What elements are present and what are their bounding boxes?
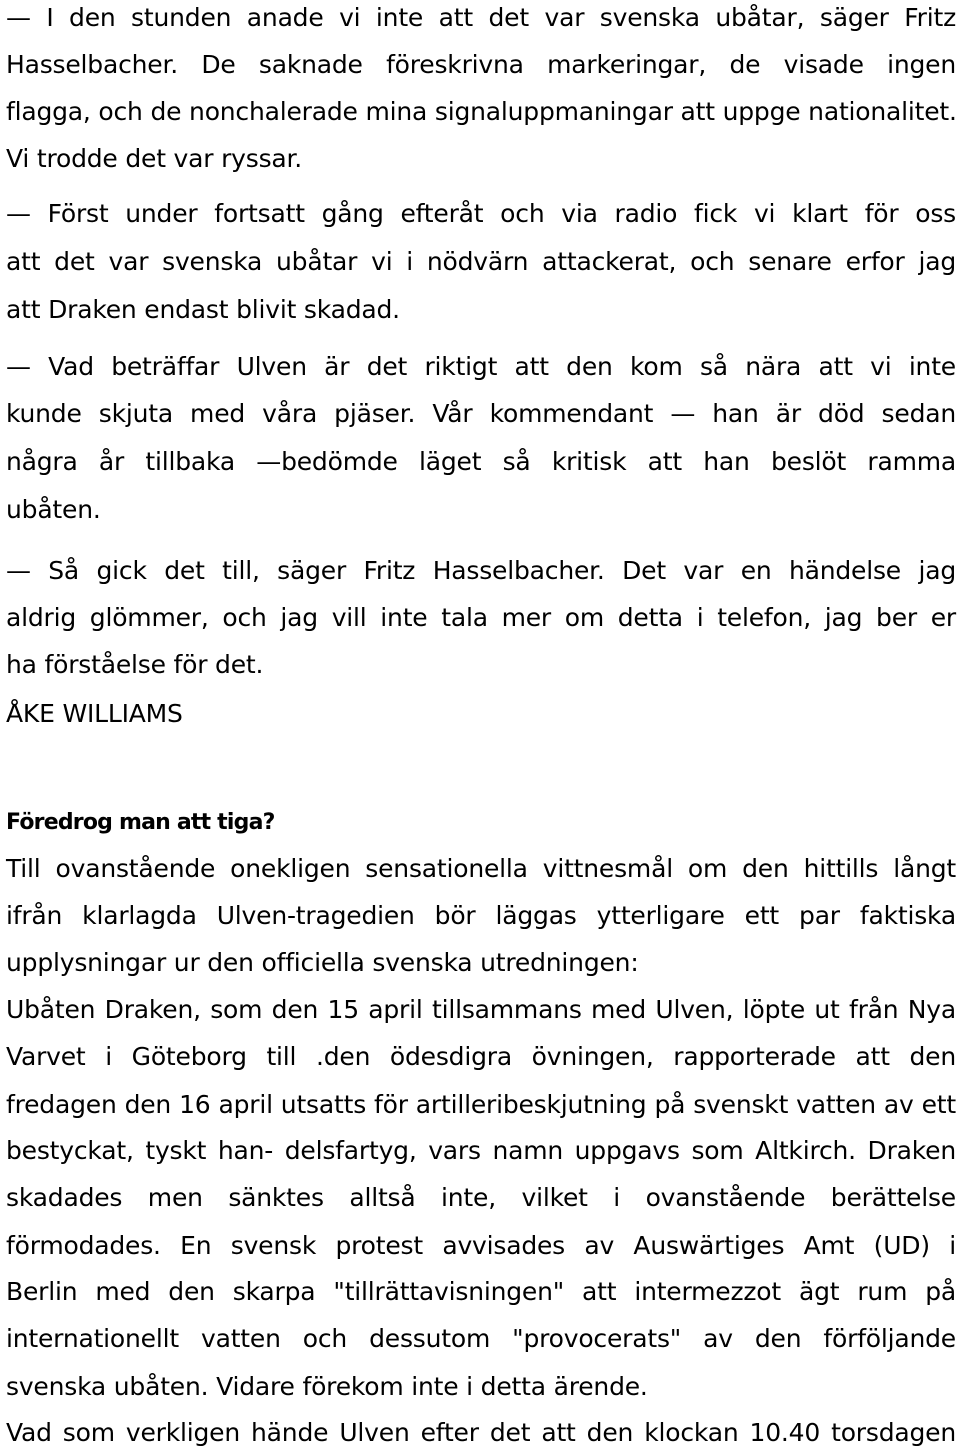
text-line: ifrån klarlagda Ulven-tragedien bör läggas ytterligare ett par faktiska: [6, 901, 956, 930]
text-line: svenska ubåten. Vidare förekom inte i detta ärende.: [6, 1372, 648, 1401]
text-line: ubåten.: [6, 495, 101, 524]
text-line: Till ovanstående onekligen sensationella vittnesmål om den hittills långt: [6, 854, 956, 883]
text-line: Hasselbacher. De saknade föreskrivna markeringar, de visade ingen: [6, 50, 956, 79]
text-line: internationellt vatten och dessutom "provocerats" av den förföljande: [6, 1324, 956, 1353]
section-heading: Föredrog man att tiga?: [6, 810, 275, 835]
text-line: Vi trodde det var ryssar.: [6, 144, 303, 173]
text-line: Ubåten Draken, som den 15 april tillsammans med Ulven, löpte ut från Nya: [6, 995, 956, 1024]
text-line: förmodades. En svensk protest avvisades av Auswärtiges Amt (UD) i: [6, 1231, 956, 1260]
text-line: — Vad beträffar Ulven är det riktigt att den kom så nära att vi inte: [6, 352, 956, 381]
text-line: att det var svenska ubåtar vi i nödvärn attackerat, och senare erfor jag: [6, 247, 956, 276]
text-line: fredagen den 16 april utsatts för artilleribeskjutning på svenskt vatten av ett: [6, 1090, 956, 1119]
text-line: Varvet i Göteborg till .den ödesdigra övningen, rapporterade att den: [6, 1042, 956, 1071]
text-line: — Först under fortsatt gång efteråt och via radio fick vi klart för oss: [6, 199, 956, 228]
text-line: upplysningar ur den officiella svenska utredningen:: [6, 948, 639, 977]
text-line: ha förståelse för det.: [6, 650, 264, 679]
text-line: — I den stunden anade vi inte att det var svenska ubåtar, säger Fritz: [6, 3, 956, 32]
signature: ÅKE WILLIAMS: [6, 699, 183, 728]
text-line: aldrig glömmer, och jag vill inte tala mer om detta i telefon, jag ber er: [6, 603, 956, 632]
text-line: skadades men sänktes alltså inte, vilket i ovanstående berättelse: [6, 1183, 956, 1212]
text-line: Berlin med den skarpa "tillrättavisningen" att intermezzot ägt rum på: [6, 1277, 956, 1306]
text-line: flagga, och de nonchalerade mina signaluppmaningar att uppge nationalitet.: [6, 97, 957, 126]
text-line: Vad som verkligen hände Ulven efter det att den klockan 10.40 torsdagen: [6, 1418, 956, 1447]
text-line: kunde skjuta med våra pjäser. Vår kommendant — han är död sedan: [6, 399, 956, 428]
text-line: — Så gick det till, säger Fritz Hasselbacher. Det var en händelse jag: [6, 556, 956, 585]
text-line: några år tillbaka —bedömde läget så kritisk att han beslöt ramma: [6, 447, 956, 476]
text-line: bestyckat, tyskt han- delsfartyg, vars namn uppgavs som Altkirch. Draken: [6, 1136, 956, 1165]
text-line: att Draken endast blivit skadad.: [6, 295, 400, 324]
